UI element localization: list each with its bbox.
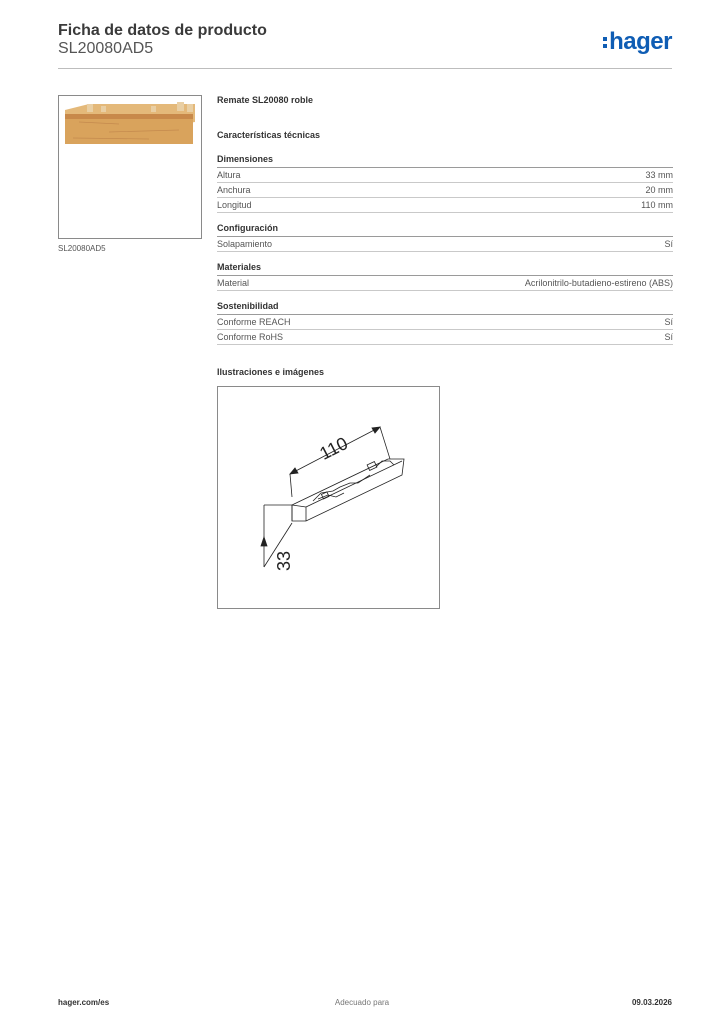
spec-value: Sí — [664, 239, 673, 249]
spec-label: Longitud — [217, 200, 252, 210]
product-name: Remate SL20080 roble — [217, 95, 314, 105]
section-title: Dimensiones — [217, 154, 673, 168]
section-sostenibilidad — [217, 301, 673, 345]
spec-label: Material — [217, 278, 250, 288]
spec-label: Altura — [217, 170, 241, 180]
spec-value: Sí — [664, 332, 673, 342]
footer-date: 09.03.2026 — [631, 998, 672, 1007]
spec-row — [217, 168, 673, 183]
page-title: Ficha de datos de producto — [58, 22, 267, 39]
product-photo — [58, 95, 202, 239]
photo-caption: SL20080AD5 — [58, 244, 106, 253]
tech-heading: Características técnicas — [217, 130, 321, 140]
section-configuracion — [217, 223, 673, 252]
logo-text: hager — [609, 28, 672, 55]
hager-logo — [603, 28, 672, 56]
logo-dots-icon — [603, 34, 607, 51]
header-divider — [58, 68, 672, 69]
footer-note: Adecuado para — [334, 998, 390, 1007]
section-dimensiones — [217, 154, 673, 213]
spec-label: Anchura — [217, 185, 251, 195]
spec-content — [217, 95, 673, 355]
spec-row — [217, 330, 673, 345]
length-dimension-label: 110 — [316, 433, 351, 464]
height-dimension-label: 33 — [274, 550, 294, 571]
dimension-drawing — [217, 386, 440, 609]
spec-row — [217, 315, 673, 330]
product-photo-image — [59, 96, 201, 238]
spec-value: 110 mm — [641, 200, 673, 210]
spec-row — [217, 198, 673, 213]
section-title: Materiales — [217, 262, 673, 276]
spec-value: Acrilonitrilo-butadieno-estireno (ABS) — [524, 278, 673, 288]
spec-row — [217, 276, 673, 291]
spec-value: 20 mm — [645, 185, 673, 195]
section-title: Sostenibilidad — [217, 301, 673, 315]
spec-value: Sí — [664, 317, 673, 327]
spec-row — [217, 183, 673, 198]
spec-value: 33 mm — [645, 170, 673, 180]
dimension-drawing-image — [218, 387, 439, 608]
illustrations-heading: Ilustraciones e imágenes — [217, 367, 325, 377]
spec-label: Conforme REACH — [217, 317, 291, 327]
section-materiales — [217, 262, 673, 291]
section-title: Configuración — [217, 223, 673, 237]
product-code: SL20080AD5 — [58, 40, 154, 57]
spec-label: Solapamiento — [217, 239, 273, 249]
spec-label: Conforme RoHS — [217, 332, 284, 342]
spec-row — [217, 237, 673, 252]
footer-website: hager.com/es — [58, 998, 110, 1007]
